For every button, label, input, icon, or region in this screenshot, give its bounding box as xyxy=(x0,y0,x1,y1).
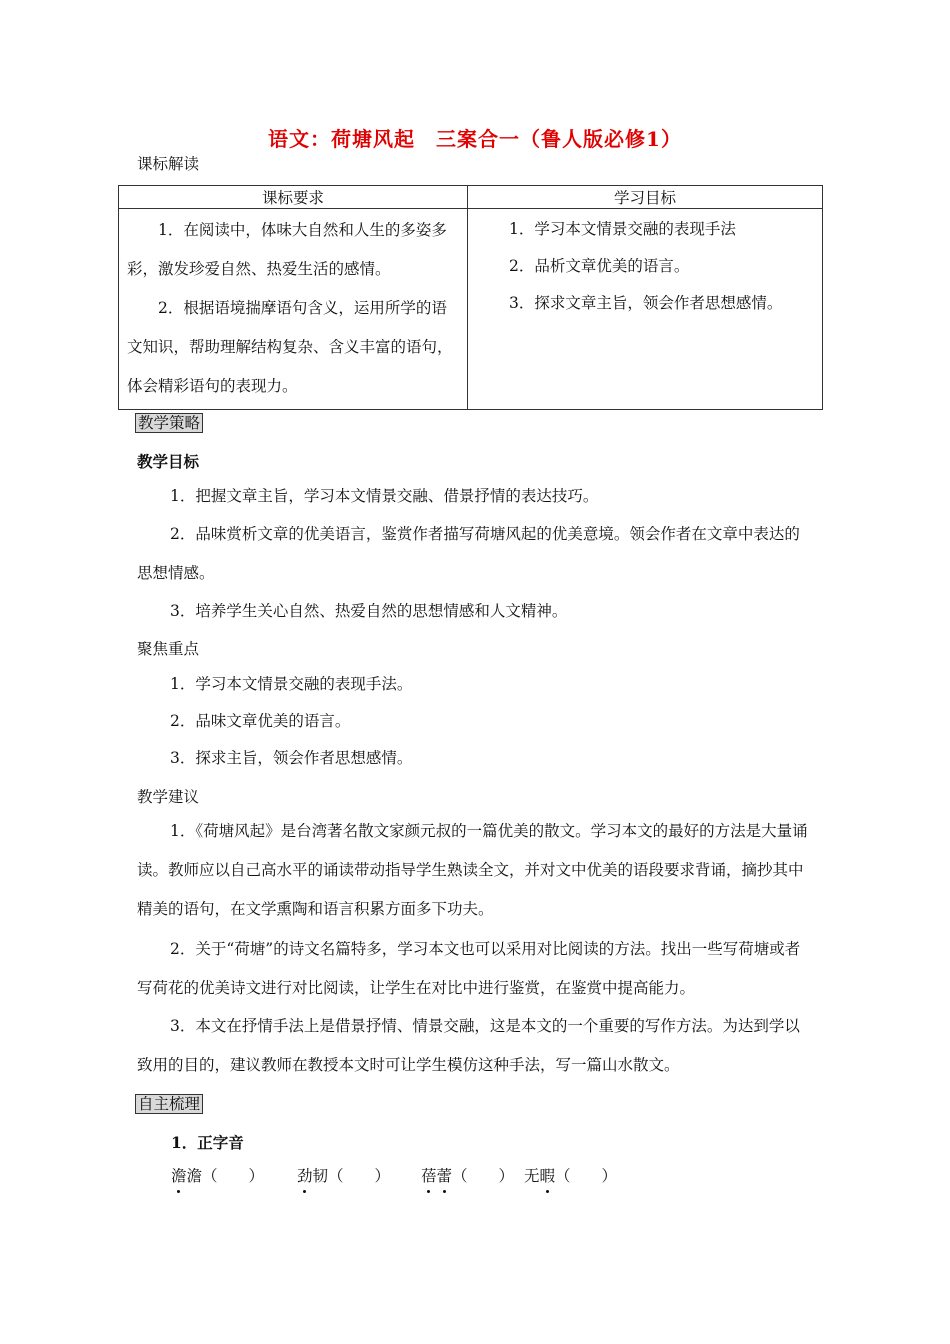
focus-item: 3．探求主旨，领会作者思想感情。 xyxy=(170,749,413,767)
self-study-label: 自主梳理 xyxy=(135,1094,203,1114)
word-char-dotted: 劲 xyxy=(297,1164,313,1186)
answer-blank: （ ） xyxy=(555,1167,618,1185)
word-char-dotted: 蕾 xyxy=(437,1164,453,1186)
word-char-dotted: 澹 xyxy=(171,1164,187,1186)
requirement-item: 1．在阅读中，体味大自然和人生的多姿多彩，激发珍爱自然、热爱生活的感情。 xyxy=(127,221,447,278)
requirements-cell xyxy=(119,209,468,410)
word-char-dotted: 蓓 xyxy=(421,1164,437,1186)
word-char: 无 xyxy=(524,1167,540,1185)
focus-item: 2．品味文章优美的语言。 xyxy=(170,712,351,730)
suggestion-item: 3．本文在抒情手法上是借景抒情、情景交融，这是本文的一个重要的写作方法。为达到学以致用的目的，建议教师在教授本文时可让学生模仿这种手法，写一篇山水散文。 xyxy=(137,1017,800,1074)
pronunciation-item xyxy=(171,1164,264,1186)
word-char-dotted: 暇 xyxy=(540,1164,556,1186)
goal-item: 2．品析文章优美的语言。 xyxy=(509,257,690,275)
answer-blank: （ ） xyxy=(202,1167,265,1185)
focus-item: 1．学习本文情景交融的表现手法。 xyxy=(170,675,413,693)
focus-heading: 聚焦重点 xyxy=(137,640,200,658)
pronunciation-heading: 1．正字音 xyxy=(171,1133,244,1152)
teaching-goals-heading: 教学目标 xyxy=(137,452,200,471)
pronunciation-item xyxy=(421,1164,514,1186)
suggestion-item: 1．《荷塘风起》是台湾著名散文家颜元叔的一篇优美的散文。学习本文的最好的方法是大量诵读。教师应以自己高水平的诵读带动指导学生熟读全文，并对文中优美的语段要求背诵，摘抄其中精美的语句，在文学熏陶和语言积累方面多下功夫。 xyxy=(137,822,808,918)
teaching-goal-item: 1．把握文章主旨，学习本文情景交融、借景抒情的表达技巧。 xyxy=(170,487,599,505)
table-header-goals: 学习目标 xyxy=(468,186,823,209)
teaching-goal-item: 2．品味赏析文章的优美语言，鉴赏作者描写荷塘风起的优美意境。领会作者在文章中表达的思想情感。 xyxy=(137,525,800,582)
table-header-requirements: 课标要求 xyxy=(119,186,468,209)
pronunciation-item xyxy=(524,1164,617,1186)
goal-item: 1．学习本文情景交融的表现手法 xyxy=(509,220,736,238)
word-char: 澹 xyxy=(186,1167,203,1185)
strategy-label: 教学策略 xyxy=(135,413,203,433)
word-char: 韧 xyxy=(312,1167,329,1185)
answer-blank: （ ） xyxy=(328,1167,391,1185)
suggestions-heading: 教学建议 xyxy=(137,788,200,806)
pronunciation-item xyxy=(297,1164,390,1186)
page-title: 语文：荷塘风起 三案合一（鲁人版必修1） xyxy=(268,127,682,151)
teaching-goal-item: 3．培养学生关心自然、热爱自然的思想情感和人文精神。 xyxy=(170,602,568,620)
curriculum-label: 课标解读 xyxy=(137,155,200,173)
suggestion-item: 2．关于“荷塘”的诗文名篇特多，学习本文也可以采用对比阅读的方法。找出一些写荷塘或者写荷花的优美诗文进行对比阅读，让学生在对比中进行鉴赏，在鉴赏中提高能力。 xyxy=(137,940,801,997)
curriculum-table xyxy=(118,185,823,410)
goal-item: 3．探求文章主旨，领会作者思想感情。 xyxy=(509,294,783,312)
goals-cell xyxy=(468,209,823,410)
answer-blank: （ ） xyxy=(452,1167,515,1185)
requirement-item: 2．根据语境揣摩语句含义，运用所学的语文知识，帮助理解结构复杂、含义丰富的语句，体会精彩语句的表现力。 xyxy=(127,299,453,395)
